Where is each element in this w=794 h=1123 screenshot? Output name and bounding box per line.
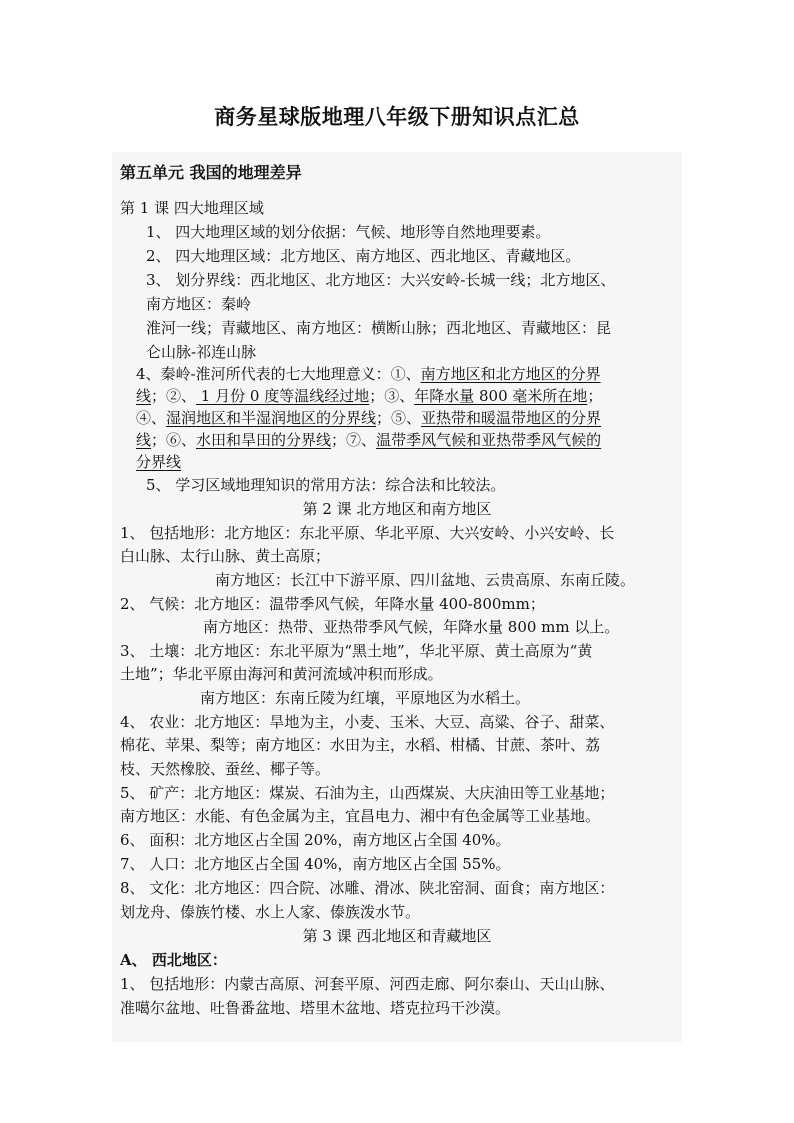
lesson2-line: 5、 矿产：北方地区：煤炭、石油为主，山西煤炭、大庆油田等工业基地；	[120, 784, 615, 802]
lesson1-item3-line2: 南方地区：秦岭	[146, 295, 252, 313]
text-segment: ；②、	[151, 387, 197, 405]
underlined-segment: 分界线	[136, 453, 182, 471]
lesson2-line: 1、 包括地形：北方地区：东北平原、华北平原、大兴安岭、小兴安岭、长	[120, 524, 615, 542]
lesson3-line: 1、 包括地形：内蒙古高原、河套平原、河西走廊、阿尔泰山、天山山脉、	[120, 975, 615, 993]
underlined-segment: 温带季风气候和亚热带季风气候的	[376, 431, 602, 449]
lesson1-heading: 第 1 课 四大地理区域	[120, 199, 264, 217]
text-segment: ；	[587, 387, 603, 405]
lesson1-item4-line3	[136, 408, 601, 428]
underlined-segment: 亚热带和暖温带地区的分界	[421, 409, 602, 427]
underlined-segment: 南方地区和北方地区的分界	[420, 365, 601, 383]
text-segment: 4、秦岭-淮河所代表的七大地理意义：①、	[136, 365, 421, 383]
underlined-segment: 线	[136, 431, 152, 449]
lesson2-line: 棉花、苹果、梨等；南方地区：水田为主，水稻、柑橘、甘蔗、茶叶、荔	[120, 736, 601, 754]
text-segment: ④、	[136, 409, 167, 427]
underlined-segment: 1 月份 0 度等温线经过地	[196, 387, 370, 405]
underlined-segment: 年降水量 800 毫米所在地	[414, 387, 588, 405]
text-segment: ；⑦、	[331, 431, 377, 449]
lesson1-item4-line2	[136, 386, 602, 406]
lesson2-line: 7、 人口：北方地区占全国 40%，南方地区占全国 55%。	[120, 855, 511, 873]
lesson1-item5: 5、 学习区域地理知识的常用方法：综合法和比较法。	[146, 476, 506, 494]
lesson1-item1: 1、 四大地理区域的划分依据：气候、地形等自然地理要素。	[146, 223, 551, 241]
lesson1-item3-line4: 仑山脉-祁连山脉	[146, 343, 257, 361]
lesson2-line: 南方地区：热带、亚热带季风气候，年降水量 800 mm 以上。	[203, 618, 620, 636]
underlined-segment: 水田和旱田的分界线	[196, 431, 332, 449]
text-segment: ；⑤、	[376, 409, 422, 427]
lesson1-item4-line4	[136, 430, 601, 450]
underlined-segment: 线	[136, 387, 152, 405]
lesson1-item3-line3: 淮河一线；青藏地区、南方地区：横断山脉；西北地区、青藏地区：昆	[146, 319, 612, 337]
lesson1-item2: 2、 四大地理区域：北方地区、南方地区、西北地区、青藏地区。	[146, 247, 581, 265]
text-segment: ；③、	[369, 387, 415, 405]
lesson2-line: 6、 面积：北方地区占全国 20%，南方地区占全国 40%。	[120, 831, 511, 849]
lesson2-line: 3、 土壤：北方地区：东北平原为“黑土地”，华北平原、黄土高原为“黄	[120, 642, 593, 660]
section-heading: A、 西北地区：	[120, 951, 227, 969]
lesson2-line: 2、 气候：北方地区：温带季风气候，年降水量 400-800mm；	[120, 595, 545, 613]
lesson2-line: 白山脉、太行山脉、黄土高原；	[120, 547, 331, 565]
lesson3-heading: 第 3 课 西北地区和青藏地区	[302, 927, 492, 945]
lesson2-line: 4、 农业：北方地区：旱地为主，小麦、玉米、大豆、高粱、谷子、甜菜、	[120, 713, 615, 731]
lesson2-line: 南方地区：东南丘陵为红壤，平原地区为水稻土。	[200, 689, 531, 707]
unit-heading: 第五单元 我国的地理差异	[120, 163, 302, 182]
lesson2-line: 南方地区：水能、有色金属为主，宜昌电力、湘中有色金属等工业基地。	[120, 807, 601, 825]
lesson2-line: 枝、天然橡胶、蚕丝、椰子等。	[120, 760, 331, 778]
page-title: 商务星球版地理八年级下册知识点汇总	[214, 105, 580, 129]
lesson1-item3-line1: 3、 划分界线：西北地区、北方地区：大兴安岭-长城一线；北方地区、	[146, 271, 616, 289]
text-segment: ；⑥、	[151, 431, 197, 449]
lesson2-line: 南方地区：长江中下游平原、四川盆地、云贵高原、东南丘陵。	[215, 571, 636, 589]
lesson2-line: 划龙舟、傣族竹楼、水上人家、傣族泼水节。	[120, 903, 421, 921]
lesson2-line: 8、 文化：北方地区：四合院、冰雕、滑冰、陕北窑洞、面食；南方地区：	[120, 879, 615, 897]
lesson1-item4-line1	[136, 364, 601, 384]
lesson1-item4-line5	[136, 452, 181, 472]
lesson2-heading: 第 2 课 北方地区和南方地区	[302, 500, 492, 518]
underlined-segment: 湿润地区和半湿润地区的分界线	[166, 409, 377, 427]
lesson2-line: 土地”；华北平原由海河和黄河流域冲积而形成。	[120, 665, 443, 683]
lesson3-line: 准噶尔盆地、吐鲁番盆地、塔里木盆地、塔克拉玛干沙漠。	[120, 999, 511, 1017]
